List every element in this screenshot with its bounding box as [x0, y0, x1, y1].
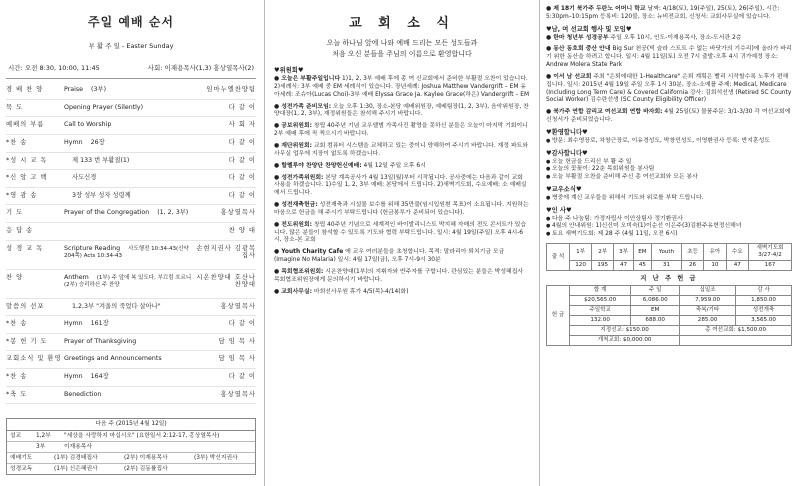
offering-value: 285.00 — [680, 315, 736, 325]
news-item — [274, 269, 530, 285]
thanks-heading: ♥감사합니다♥ — [546, 149, 588, 157]
news-item-title: ● 동산 동호회 중산 안내 — [546, 46, 611, 53]
welcome-banner — [274, 38, 530, 59]
greeting-item: ● 4월의 안내위원: 1)신신미 오미숙(1)이순선 이은주(3)김환주유현정신해녀 — [546, 223, 792, 231]
news-item-title: ● 이서 남 선교회 — [546, 73, 592, 80]
duty-cell: "세상을 사랑하지 마십시오" (요한일서 2:12-17, 홍상열목사) — [64, 432, 220, 439]
order-item-center: 1,2,3부 "겨울의 죽었다 살아나" — [72, 302, 161, 310]
order-item-center: (1, 2, 3부) — [157, 209, 189, 217]
attendance-value: 10 — [704, 261, 726, 271]
news-item-title: ● 제 18기 북가주 두란노 어머니 학교 — [546, 6, 646, 12]
order-item-name: *영 광 송 — [6, 191, 38, 199]
order-item-leader: 찬 양 대 — [228, 227, 256, 234]
news-item-body: 시온찬양대(1부)의 지휘자와 반주자를 구합니다. 관심있는 분들은 박성혜집사 목회협조위원장에게 문의하시기 바랍니다. — [274, 268, 524, 283]
order-row — [6, 270, 256, 299]
order-row — [6, 188, 256, 206]
order-item-detail — [64, 86, 194, 94]
news-item-body: 오늘 오후 1:30, 장소-본당 예배위원장, 예배팀장(1, 2, 3부), 음악위원장, 찬양대장(1, 2, 3부), 재정위원들은 참석해 주시기 바랍니다. — [274, 103, 529, 118]
news-item-body: 성전재축과 시설물 보수를 위해 35만불(임시입원흰 목표)이 소요됩니다. 지원하는 마음으로 헌금을 해 주시기 부탁드립니다 (헌금봉투가 준비되어 있습니다). — [274, 202, 529, 216]
order-item-detail — [64, 274, 194, 290]
news-item-title: ● 재단위원회: — [274, 143, 312, 150]
order-item-leader: 담 임 목 사 — [218, 337, 256, 345]
finance-title: 지 난 주 헌 금 — [640, 275, 698, 283]
banner-line: 오늘 하나님 앞에 나와 예배 드리는 모든 성도들과 — [326, 39, 478, 48]
offering-value: 6,086.00 — [631, 295, 680, 305]
order-item-leader: 다 같 이 — [228, 156, 256, 164]
order-item-english: Scripture Reading — [64, 244, 121, 252]
order-item-name: 경 배 찬 양 — [6, 86, 44, 94]
mission-heading: ♥남, 여 선교회 행사 및 모임♥ — [546, 25, 632, 33]
news-item — [274, 175, 530, 199]
order-subtitle: 부 활 주 일 - Easter Sunday — [88, 42, 174, 50]
order-item-name: 말씀의 선포 — [6, 302, 45, 310]
order-item-center: 사도신경 — [72, 174, 97, 182]
order-row — [6, 82, 256, 100]
order-item-english: Hymn — [64, 320, 83, 328]
news-item-title: ● 공보위원회: — [274, 123, 312, 130]
offering-head: 성전개축 — [736, 305, 792, 315]
offering-head: 축복/기타 — [680, 305, 736, 315]
order-item-detail — [64, 209, 194, 217]
offering-value: 3,565.00 — [736, 315, 792, 325]
order-item-name: 교회소식 및 환영 — [6, 355, 62, 363]
order-row — [6, 387, 256, 405]
side-news — [542, 0, 800, 486]
order-item-leader: 다 같 이 — [228, 320, 256, 328]
welcome-heading: ♥환영합니다♥ — [546, 128, 588, 136]
news-item-body: 주일 오후 10시, 인도-이재용목사, 장소-도서관 2층 — [610, 34, 742, 41]
news-item-body: 4월 25일(토) 물품주문: 3/1-3/30 각 여선교회에 신청서가 준비되었습니다. — [546, 109, 791, 124]
order-item-name: 예배의 부름 — [6, 121, 45, 129]
attendance-label: 출 석 — [547, 244, 570, 271]
news-item-body: 교회 컴퓨터 시스템을 교체하고 있는 중이니 양해하여 주시기 바랍니다. 재정 파트와 사무실 업무에 지장이 없도록 하겠습니다. — [274, 143, 528, 157]
news-item-body: 4월 12일 주일 오후 6시 — [363, 162, 426, 169]
order-item-detail — [64, 227, 194, 235]
order-item-name: *찬 송 — [6, 372, 28, 380]
order-item-detail — [64, 355, 194, 363]
offering-value: 688.00 — [631, 315, 680, 325]
attendance-value: 45 — [633, 261, 651, 271]
order-item-name: *찬 송 — [6, 320, 28, 328]
order-row — [6, 135, 256, 153]
offering-head: 십일조 — [680, 285, 736, 295]
order-item-detail — [64, 391, 194, 399]
presider-text: 사회: 이재용목사(1,3) 홍상열목사(2) — [147, 64, 254, 73]
order-row — [6, 299, 256, 317]
duty-cell: (1부) 신은혜권사 — [54, 465, 98, 472]
order-item-english: Greetings and Announcements — [64, 355, 162, 363]
duty-cell: 성경교독 — [10, 465, 33, 472]
order-item-leader: 다 같 이 — [228, 191, 256, 199]
order-item-leader: 사 회 자 — [228, 121, 256, 129]
order-item-name: *축 도 — [6, 390, 28, 398]
order-item-leader: 다 같 이 — [228, 372, 256, 380]
order-item-center: (3부) — [91, 86, 107, 94]
duty-cell: 설교 — [10, 432, 22, 439]
order-row — [6, 241, 256, 270]
order-item-detail — [64, 121, 194, 129]
thanks-item: ● 오늘 헌금을 드리신 부 활 주 일 — [546, 159, 792, 167]
order-item-english: Prayer of the Congregation — [64, 209, 150, 217]
order-item-english: Hymn — [64, 372, 83, 380]
attendance-value: 167 — [749, 261, 792, 271]
offering-value: 1,850.00 — [736, 295, 792, 305]
offering-head: 감 사 — [736, 285, 792, 295]
news-item — [274, 222, 530, 246]
order-item-leader: 담 임 목 사 — [218, 355, 256, 363]
order-item-leader: 홍상열목사 — [220, 209, 256, 217]
news-title: 교 회 소 식 — [349, 16, 455, 31]
attendance-head: 새벽기도회 3/27-4/2 — [749, 244, 792, 261]
next-week-duty — [6, 418, 256, 475]
order-item-name: 성 경 교 독 — [6, 244, 44, 252]
church-news — [268, 0, 536, 486]
greeting-item: ● 다음 주 나눔팀: 가정자립사 이안상팀사 정기환권사 — [546, 216, 792, 224]
order-item-leader: 시온찬양대 호산나찬양대 — [196, 273, 256, 289]
news-item-title: ● 성전가족 준비모임: — [274, 103, 332, 110]
news-item-title: ● 성전재축헌금: — [274, 202, 318, 209]
offering-head: 주 일 — [631, 285, 680, 295]
news-list — [274, 76, 530, 296]
news-item-title: ● 북가주 연합 감리교 여선교회 연합 바자회: — [546, 109, 663, 116]
duty-cell: (1부) 김경태집사 — [54, 454, 98, 461]
greeting-heading: ♥인 사♥ — [546, 206, 572, 214]
offering-value: 총 여선교회: $1,500.00 — [680, 325, 792, 335]
duty-cell: 이재용목사 — [64, 443, 92, 450]
news-item — [546, 46, 792, 70]
news-item-body: 마희선사무원 휴가 4/5(목)-4/14(화) — [313, 288, 409, 295]
attendance-value: 120 — [570, 261, 592, 271]
order-list — [6, 82, 256, 404]
thanks-item: ● 오늘 부활절 오찬을 준비해 주신 총 여선교회와 모든 봉사 — [546, 174, 792, 182]
order-of-worship — [0, 0, 262, 486]
news-item — [274, 143, 530, 159]
offering-head: 주일학교 — [570, 305, 631, 315]
news-item-body: 1)1, 2, 3부 예배 후에 총 여 신교회에서 준비한 부활절 오찬이 있습니다. 2)세례식: 3부 예배 중 EM 세례식이 있습니다. 장년세례: Joshua Matthew Vandergrift – EM 유아세례: 조슈아(Lucas Choi)-3부 예배 Elyssa Grace Ja. Kaylee Grace(하은) Vandergrift – EM — [274, 76, 530, 98]
news-item — [274, 76, 530, 100]
order-row — [6, 316, 256, 334]
order-item-detail — [64, 139, 194, 147]
duty-cell: 3부 — [36, 443, 46, 450]
order-item-center: 161장 — [90, 320, 109, 328]
attendance-value: 195 — [592, 261, 614, 271]
order-row — [6, 205, 256, 223]
attendance-value: 26 — [681, 261, 703, 271]
order-item-name: 응 답 송 — [6, 227, 34, 234]
committee-heading: ♥위원회♥ — [274, 67, 304, 75]
order-row — [6, 170, 256, 188]
news-item-body: 주최 "은퇴에대한 1-Healthcare" 은퇴 계획은 빨리 시작할수록 노후가 편해집니다. 일시: 2015년 4월 19일 주일 오후 1시 30분, 장소-소예플 주제: Medical, Medicare (Including Long Term Care) & Covered California 강사: 김희석선생 (Retired SC County Social Worker) 김수란선생 (SC County Eligibility Officer) — [546, 73, 792, 104]
news-item-title: ● 전도위원회: — [274, 221, 312, 228]
greeting-item: ● 토요 새벽기도회: 제 28 주 (4월 11일, 오전 6시) — [546, 231, 792, 239]
times-text: 시간: 오전 8:30, 10:00, 11:45 — [8, 64, 100, 73]
order-row — [6, 223, 256, 241]
news-item-title: ● 교회사무실: — [274, 288, 312, 295]
order-item-detail — [64, 338, 194, 346]
order-item-leader: 다 같 이 — [228, 139, 256, 147]
duty-cell — [7, 446, 33, 448]
offering-head: 합 계 — [570, 285, 631, 295]
offering-value: 7,959.00 — [680, 295, 736, 305]
mission-list — [546, 35, 792, 125]
order-item-english: Benediction — [64, 390, 102, 398]
service-times — [8, 64, 254, 72]
order-item-detail — [64, 373, 194, 381]
order-item-name: *신 앙 고 백 — [6, 174, 48, 182]
order-item-name: *찬 송 — [6, 139, 28, 147]
order-item-leader: 홍상열목사 — [220, 302, 256, 310]
offering-value: 132.00 — [570, 315, 631, 325]
attendance-value: 31 — [652, 261, 682, 271]
attendance-value: 47 — [726, 261, 748, 271]
order-row — [6, 369, 256, 387]
news-item — [274, 289, 530, 297]
order-item-center: 제 133 번 부활절(1) — [72, 156, 130, 164]
prayer-text: ● 병중에 계신 교우들을 위해서 기도와 위로를 부탁 드립니다. — [546, 195, 792, 203]
welcome-text: ● 방문: 최수영장로, 차창근장로, 이유경성도, 박창민성도, 이영환권사 등록: 반지훈성도 — [546, 138, 792, 146]
news-item-body: 본당 계속공사가 4월 13일(월)부터 시작됩니다. 공사중에는 다음과 같이 교회 사용을 하겠습니다. 1)수일 1, 2, 3부 예배: 본당에서 드립니다. 2)새벽기도회, 수요예배: 소 예배실에서 드립니다. — [274, 174, 527, 197]
news-item — [274, 123, 530, 139]
news-item-title: ● 한마 청년부 성경공부 — [546, 34, 609, 41]
duty-cell: (2부) 김동률집사 — [124, 465, 168, 472]
order-item-english: Hymn — [64, 139, 83, 147]
news-item-body: 에 교우 여러분들을 초청합니다. 목적: 말라리아 퇴치기금 모금(Imagine No Malaria) 일시: 4월 17일(금), 오후 7시-9시 30분 — [274, 249, 505, 264]
attendance-head: EM — [633, 244, 651, 261]
news-item-body: 창립 40주년 기념 교우앨범 가족사진 촬영을 못하신 분들은 오늘이 마지막 기회이니 2부 예배 후에 꼭 찍으시기 바랍니다. — [274, 123, 528, 138]
order-item-leader: 임마누엘찬양팀 — [206, 86, 256, 94]
news-item — [274, 202, 530, 218]
offering-table — [546, 285, 792, 346]
news-item-title: ● 목회협조위원회: — [274, 268, 324, 275]
order-row — [6, 100, 256, 118]
offering-value: 지정선교: $150.00 — [570, 325, 680, 335]
attendance-head: 2부 — [592, 244, 614, 261]
duty-title: 다음 주 (2015년 4월 12일) — [7, 419, 255, 431]
news-item-body: 창립 40주년 기념으로 세계적인 바이발리니스트 박지혜 자매의 전도 콘서트가 있습니다. 많은 분들이 참석할 수 있도록 기도와 협력 부탁드립니다. 일시: 4월 19일(주일) 오후 4시-6시, 장소-본 교회 — [274, 221, 527, 244]
news-item-title: ● 오늘은 부활주일입니다 — [274, 76, 341, 83]
order-item-detail — [64, 303, 194, 311]
order-item-detail — [64, 245, 194, 261]
order-item-english: Anthem — [64, 273, 89, 281]
order-item-name: *봉 헌 기 도 — [6, 337, 48, 345]
order-row — [6, 117, 256, 135]
order-item-leader: 다 같 이 — [228, 174, 256, 182]
news-item-title: ● 성전가족위원회: — [274, 174, 324, 181]
duty-cell: (3부) 박신지권사 — [194, 454, 238, 461]
attendance-head: 3부 — [614, 244, 633, 261]
order-row — [6, 334, 256, 352]
attendance-table — [546, 243, 792, 271]
attendance-head: Youth — [652, 244, 682, 261]
duty-cell: (2부) 이재용목사 — [124, 454, 168, 461]
order-row — [6, 351, 256, 369]
order-item-name: *성 시 교 독 — [6, 156, 48, 164]
order-item-center: (1부) 주 앞에 복 있도다, 부끄럼 흐르니 (2부) 승리하신 주 찬양 — [64, 274, 192, 289]
order-item-center: 사도행전 10:34-43(신약 204쪽) Acts 10:34-43 — [64, 245, 189, 260]
order-item-detail — [64, 320, 194, 328]
order-item-detail — [64, 157, 194, 165]
order-item-center: 164장 — [90, 372, 109, 380]
attendance-head: 수요 — [726, 244, 748, 261]
offering-value: 개척교회: $0,000.00 — [570, 335, 680, 345]
news-item — [546, 35, 792, 43]
news-item-title: ● 할렐루야 찬양단 찬양헌신예배: — [274, 162, 362, 169]
order-item-english: Praise — [64, 86, 84, 94]
order-item-leader: 다 같 이 — [228, 103, 256, 111]
order-item-center: 3장 성부 성자 성령께 — [72, 191, 131, 199]
order-item-detail — [64, 192, 194, 200]
thanks-item: ● 오늘의 꽃꽂이: 22춘 목회위원들 봉사팀 — [546, 166, 792, 174]
news-item — [274, 163, 530, 171]
order-item-center: 26장 — [90, 139, 105, 147]
duty-cell: 1,2부 — [36, 432, 51, 439]
duty-cell: 예배기도 — [10, 454, 33, 461]
order-row — [6, 153, 256, 171]
order-item-english: Prayer of Thanksgiving — [64, 337, 137, 345]
attendance-head: 1부 — [570, 244, 592, 261]
news-item-title: ● Youth Charity Cafe — [274, 249, 344, 256]
attendance-head: 초등 — [681, 244, 703, 261]
news-item — [274, 249, 530, 265]
order-item-detail — [64, 174, 194, 182]
order-item-detail — [64, 104, 194, 112]
order-item-name: 기 도 — [6, 209, 24, 217]
news-item — [274, 104, 530, 120]
order-item-name: 묵 도 — [6, 103, 24, 111]
news-item — [546, 6, 792, 22]
order-item-leader: 홍상열목사 — [220, 390, 256, 398]
prayer-heading: ♥교우소식♥ — [546, 186, 582, 194]
order-title: 주일 예배 순서 — [88, 15, 174, 29]
order-item-name: 찬 양 — [6, 273, 24, 281]
offering-head: EM — [631, 305, 680, 315]
offering-label: 헌 금 — [547, 285, 570, 345]
attendance-head: 유아 — [704, 244, 726, 261]
order-item-english: Call to Worship — [64, 121, 112, 129]
news-item-body: 날짜: 4/18(토), 19(주일), 25(토), 26(주일), 시간: 5:30pm–10:15pm 등록비: 120불, 장소: 뉴비전교회, 신청서: 교회사무실에 있습니다. — [546, 6, 780, 20]
order-item-english: Opening Prayer (Silently) — [64, 103, 144, 111]
attendance-value: 47 — [614, 261, 633, 271]
offering-value: $20,565.00 — [570, 295, 631, 305]
order-item-leader: 손현지권사 김광목집사 — [196, 244, 256, 260]
news-item — [546, 109, 792, 125]
side-top-list — [546, 6, 792, 22]
news-item — [546, 74, 792, 105]
banner-line: 처음 오신 분들을 주님의 이름으로 환영합니다 — [332, 49, 472, 58]
news-item-body: Big Sur 천공(빅 슬라 스트트 수 없는 바닷가의 기수리)에 올라가 바리기 위한 동산을 하려고 합니다. 일시: 4월 11일(토) 오전 7시 출발-오후 4시 귀가예정 장소: Andrew Molera State Park — [546, 46, 792, 69]
